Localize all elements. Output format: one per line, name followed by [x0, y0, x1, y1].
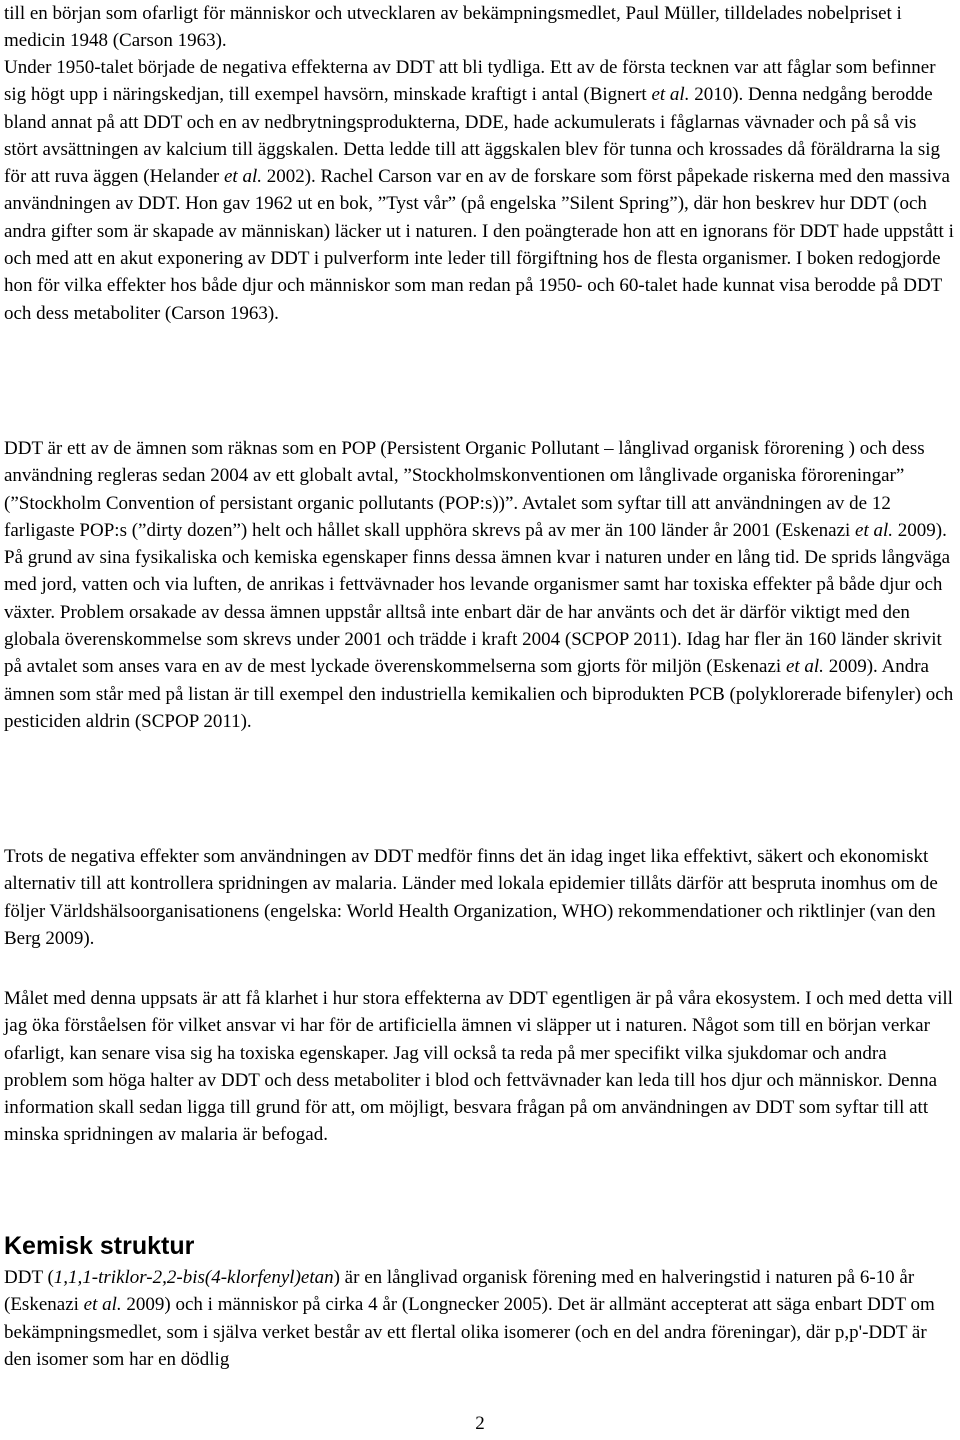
- text-run: 2009). Andra ämnen som står med på listan är till exempel den industriella kemikalien och biprodukten PCB (polyklorerade bifenyler) och pesticiden aldrin (SCPOP 2011).: [4, 656, 954, 732]
- text-run: DDT (: [4, 1267, 54, 1288]
- text-run: Under 1950-talet började de negativa effekterna av DDT att bli tydliga. Ett av de första tecknen var att fåglar som befinner sig högt upp i näringskedjan, till exempel havsörn, minskade kraftigt i antal (Bignert: [4, 57, 936, 106]
- italic-text: et al.: [855, 519, 894, 541]
- text-run: 2010). Denna nedgång berodde bland annat på att DDT och en av nedbrytningsprodukterna, DDE, hade ackumulerats i fåglarnas vävnader och på så vis stört avsättningen av kalcium till äggskalen. Detta ledde till att äggskalen blev för tunna och krossades då föräldrarna la sig för att ruva äggen (Helander: [4, 84, 940, 188]
- text-run: Målet med denna uppsats är att få klarhet i hur stora effekterna av DDT egentligen är på våra ekosystem. I och med detta vill jag öka förståelsen för vilket ansvar vi har för de artificiella ämnen vi släpper ut i naturen. Något som till en början verkar ofarligt, kan senare visa sig ha toxiska egenskaper. Jag vill också ta reda på mer specifikt vilka sjukdomar och andra problem som höga halter av DDT och dess metaboliter i blod och fettvävnader kan leda till hos djur och människor. Denna information skall sedan ligga till grund för att, om möjligt, besvara frågan på om användningen av DDT som syftar till att minska spridningen av malaria är befogad.: [4, 988, 953, 1146]
- text-run: ) är en långlivad organisk förening med en halveringstid i naturen på 6-10 år (Eskenazi: [4, 1267, 915, 1316]
- text-run: 2009) och i människor på cirka 4 år (Longnecker 2005). Det är allmänt accepterat att säga enbart DDT om bekämpningsmedlet, som i själva verket består av ett flertal olika isomerer (och en del andra föreningar), där p,p'-DDT är den isomer som har en dödlig: [4, 1294, 935, 1370]
- text-run: 2002). Rachel Carson var en av de forskare som först påpekade riskerna med den massiva användningen av DDT. Hon gav 1962 ut en bok, ”Tyst vår” (på engelska ”Silent Spring”), där hon beskrev hur DDT (och andra gifter som är skapade av människan) läcker ut i naturen. I den poängterade hon att en ignorans för DDT hade uppstått i och med att en akut exponering av DDT i pulverform inte leder till förgiftning hos de flesta organismer. I boken redogjorde hon för vilka effekter hos både djur och människor som man redan på 1950- och 60-talet hade kunnat visa berodde på DDT och dess metaboliter (Carson 1963).: [4, 166, 954, 324]
- section-heading: Kemisk struktur: [4, 1232, 195, 1260]
- text-run: 2009). På grund av sina fysikaliska och kemiska egenskaper finns dessa ämnen kvar i naturen under en lång tid. De sprids långväga med jord, vatten och via luften, de anrikas i fettvävnader hos levande organismer samt har toxiska effekter på både djur och växter. Problem orsakade av dessa ämnen uppstår alltså inte enbart där de har använts och det är därför viktigt med den globala överenskommelse som skrevs under 2001 och trädde i kraft 2004 (SCPOP 2011). Idag har fler än 160 länder skrivit på avtalet som anses vara en av de mest lyckade överenskommelserna som gjorts för miljön (Eskenazi: [4, 519, 951, 678]
- text-run: till en början som ofarligt för människor och utvecklaren av bekämpningsmedlet, Paul Müller, tilldelades nobelpriset i medicin 1948 (Carson 1963).: [4, 3, 902, 52]
- italic-text: et al.: [83, 1294, 122, 1316]
- text-run: DDT är ett av de ämnen som räknas som en POP (Persistent Organic Pollutant – långlivad organisk förorening ) och dess användning regleras sedan 2004 av ett globalt avtal, ”Stockholmskonventionen om långlivade organiska föroreningar” (”Stockholm Convention of persistant organic pollutants (POP:s))”. Avtalet som syftar till att användningen av de 12 farligaste POP:s (”dirty dozen”) helt och hållet skall upphöra skrevs på av mer än 100 länder år 2001 (Eskenazi: [4, 438, 925, 541]
- paragraph-malaria-control: [4, 843, 954, 952]
- paragraph-essay-aim: [4, 985, 954, 1149]
- paragraph-pop-stockholm-convention: [4, 435, 954, 735]
- italic-text: et al.: [651, 84, 690, 106]
- italic-text: 1,1,1-triklor-2,2-bis(4-klorfenyl)etan: [53, 1267, 334, 1288]
- italic-text: et al.: [785, 656, 824, 678]
- paragraph-intro-continuation: [4, 0, 954, 55]
- italic-text: et al.: [223, 166, 262, 188]
- paragraph-chemical-structure: [4, 1264, 954, 1373]
- page-number: 2: [475, 1413, 485, 1434]
- text-run: Trots de negativa effekter som användningen av DDT medför finns det än idag inget lika effektivt, säkert och ekonomiskt alternativ till att kontrollera spridningen av malaria. Länder med lokala epidemier tillåts därför att bespruta inomhus om de följer Världshälsoorganisationens (engelska: World Health Organization, WHO) rekommendationer och riktlinjer (van den Berg 2009).: [4, 846, 938, 949]
- paragraph-ddt-effects-1950s: [4, 54, 954, 327]
